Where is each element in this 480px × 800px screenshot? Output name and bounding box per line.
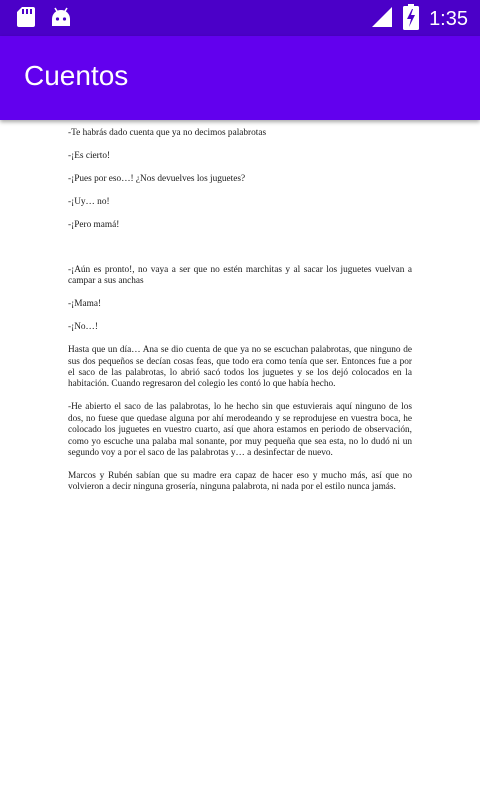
story-paragraph: -¡No…! <box>68 322 98 333</box>
sd-card-icon <box>16 6 36 33</box>
battery-charging-icon <box>403 4 419 35</box>
status-bar <box>0 0 480 36</box>
signal-icon <box>371 6 393 33</box>
story-paragraph: -He abierto el saco de las palabrotas, lo he hecho sin que estuvierais aquí ninguno de los dos, no fuese que quedase alguna por ahí merodeando y se reprodujese en vuestra boca, he colocado los juguetes en vuestro cuarto, así que ahora estamos en periodo de observación, como yo escuche una palaba mal sonante, por muy pequeña que sea esta, no lo dudó ni un segundo voy a por el saco de las palabrotas y… a desinfectar de nuevo. <box>68 402 412 458</box>
status-time: 1:35 <box>429 8 468 30</box>
story-paragraph: Marcos y Rubén sabían que su madre era capaz de hacer eso y mucho más, así que no volvieron a decir ninguna grosería, ninguna palabrota, ni nada por el estilo nunca jamás. <box>68 470 412 493</box>
android-icon <box>50 6 72 33</box>
story-paragraph: -¡Pues por eso…! ¿Nos devuelves los juguetes? <box>68 173 246 184</box>
story-paragraph: -¡Aún es pronto!, no vaya a ser que no estén marchitas y al sacar los juguetes vuelvan a campar a sus anchas <box>68 265 412 287</box>
app-bar <box>0 36 480 120</box>
app-title: Cuentos <box>24 60 129 91</box>
story-paragraph: -¡Pero mamá! <box>68 219 120 230</box>
story-text <box>68 128 412 505</box>
story-paragraph: -Te habrás dado cuenta que ya no decimos palabrotas <box>68 128 267 138</box>
story-paragraph: -¡Es cierto! <box>68 150 111 161</box>
story-paragraph: -¡Mama! <box>68 299 102 310</box>
story-paragraph: Hasta que un día… Ana se dio cuenta de que ya no se escuchan palabrotas, que ninguno de sus dos pequeños se decían cosas feas, que todo era como tenía que ser. Entonces fue a por el saco de las palabrotas, lo abrió sacó todos los juguetes y se los dejó colocados en la habitación. Cuando regresaron del colegio les contó lo que había hecho. <box>68 345 412 390</box>
story-paragraph: -¡Uy… no! <box>68 196 110 207</box>
